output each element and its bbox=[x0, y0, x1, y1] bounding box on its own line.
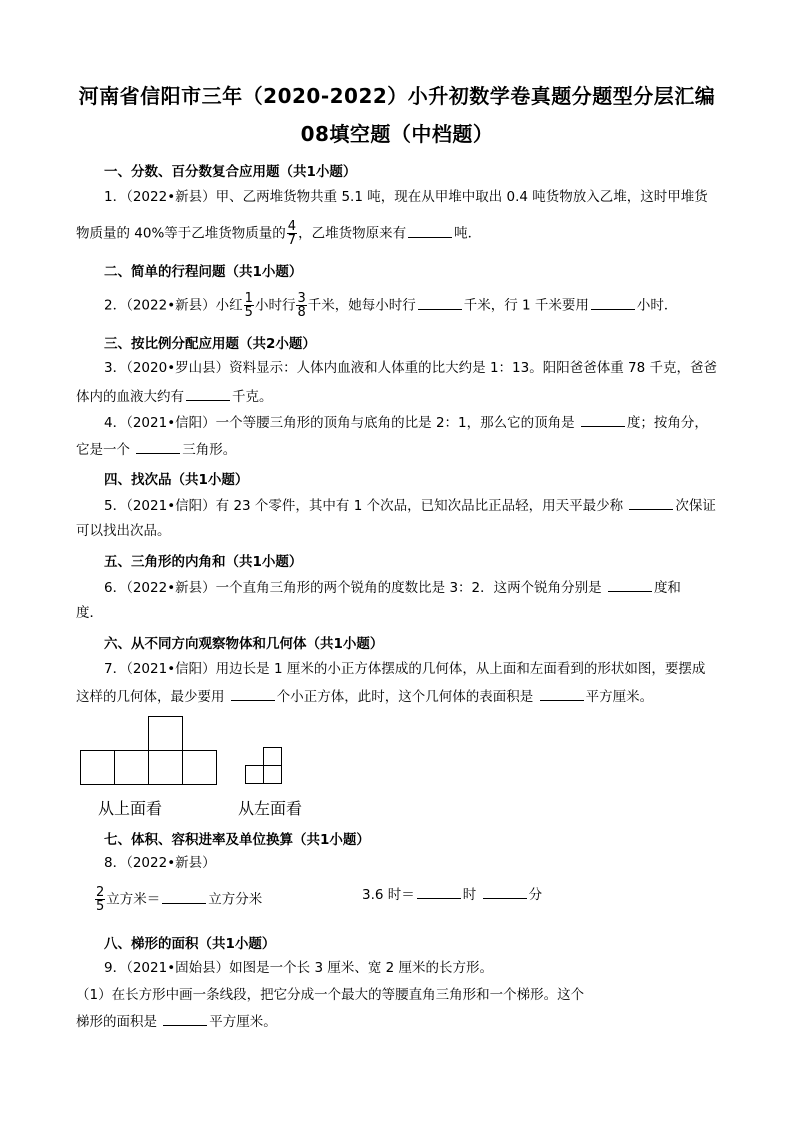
caption-top-view: 从上面看 bbox=[98, 799, 163, 818]
doc-title-line2: 08填空题（中档题） bbox=[300, 122, 494, 146]
section-heading-3: 三、按比例分配应用题（共2小题） bbox=[104, 336, 316, 352]
q9-line1: 9．（2021•固始县）如图是一个长 3 厘米、宽 2 厘米的长方形。 bbox=[104, 960, 494, 976]
answer-blank[interactable] bbox=[186, 386, 230, 401]
q6-line1: 6．（2022•新县）一个直角三角形的两个锐角的度数比是 3：2．这两个锐角分别是 度和 bbox=[104, 577, 681, 598]
answer-blank[interactable] bbox=[408, 223, 452, 238]
q4-line1: 4．（2021•信阳）一个等腰三角形的顶角与底角的比是 2：1，那么它的顶角是 度；按角分， bbox=[104, 412, 708, 433]
q5-line1: 5．（2021•信阳）有 23 个零件，其中有 1 个次品，已知次品比正品轻，用天平最少称 次保证 bbox=[104, 495, 716, 516]
q3-line1: 3．（2020•罗山县）资料显示：人体内血液和人体重的比大约是 1：13。阳阳爸爸体重 78 千克，爸爸 bbox=[104, 360, 717, 376]
q5-line2: 可以找出次品。 bbox=[76, 523, 171, 539]
answer-blank[interactable] bbox=[231, 686, 275, 701]
answer-blank[interactable] bbox=[581, 412, 625, 427]
q8-line1: 8．（2022•新县） bbox=[104, 855, 216, 871]
section-heading-8: 八、梯形的面积（共1小题） bbox=[104, 936, 276, 952]
section-heading-2: 二、简单的行程问题（共1小题） bbox=[104, 264, 303, 280]
q7-line2: 这样的几何体，最少要用 个小正方体，此时，这个几何体的表面积是 平方厘米。 bbox=[76, 686, 653, 707]
q1-line1: 1．（2022•新县）甲、乙两堆货物共重 5.1 吨，现在从甲堆中取出 0.4 吨货物放入乙堆，这时甲堆货 bbox=[104, 189, 708, 205]
q8-expr2: 3.6 时＝ 时 分 bbox=[362, 884, 542, 905]
answer-blank[interactable] bbox=[483, 884, 527, 899]
caption-left-view: 从左面看 bbox=[238, 799, 303, 818]
q9-line2: （1）在长方形中画一条线段，把它分成一个最大的等腰直角三角形和一个梯形。这个 bbox=[76, 987, 585, 1003]
answer-blank[interactable] bbox=[163, 1011, 207, 1026]
q4-line2: 它是一个 三角形。 bbox=[76, 439, 236, 460]
doc-title-line1: 河南省信阳市三年（2020-2022）小升初数学卷真题分题型分层汇编 bbox=[78, 84, 716, 108]
answer-blank[interactable] bbox=[417, 884, 461, 899]
answer-blank[interactable] bbox=[136, 439, 180, 454]
answer-blank[interactable] bbox=[629, 495, 673, 510]
section-heading-4: 四、找次品（共1小题） bbox=[104, 472, 249, 488]
section-heading-6: 六、从不同方向观察物体和几何体（共1小题） bbox=[104, 636, 384, 652]
q6-line2: 度． bbox=[76, 605, 103, 621]
answer-blank[interactable] bbox=[418, 295, 462, 310]
q3-line2: 体内的血液大约有 千克。 bbox=[76, 386, 273, 407]
answer-blank[interactable] bbox=[162, 889, 206, 904]
q8-expr1: $\frac{2}{5}$ 立方米＝ 立方分米 bbox=[96, 885, 263, 914]
q2-line1: 2．（2022•新县）小红 $\frac{1}{5}$ 小时行 $\frac{3}{8}$ 千米，她每小时行 千米，行 1 千米要用 小时． bbox=[104, 291, 678, 320]
answer-blank[interactable] bbox=[608, 577, 652, 592]
section-heading-7: 七、体积、容积进率及单位换算（共1小题） bbox=[104, 832, 370, 848]
answer-blank[interactable] bbox=[591, 295, 635, 310]
q9-line3: 梯形的面积是 平方厘米。 bbox=[76, 1011, 277, 1032]
answer-blank[interactable] bbox=[540, 686, 584, 701]
q1-fraction: $\frac{4}{7}$ bbox=[287, 219, 297, 248]
q7-line1: 7．（2021•信阳）用边长是 1 厘米的小正方体摆成的几何体，从上面和左面看到的形状如图，要摆成 bbox=[104, 661, 706, 677]
q1-line2: 物质量的 40%等于乙堆货物质量的 $\frac{4}{7}$ ，乙堆货物原来有 吨． bbox=[76, 219, 482, 248]
section-heading-1: 一、分数、百分数复合应用题（共1小题） bbox=[104, 164, 357, 180]
section-heading-5: 五、三角形的内角和（共1小题） bbox=[104, 554, 303, 570]
